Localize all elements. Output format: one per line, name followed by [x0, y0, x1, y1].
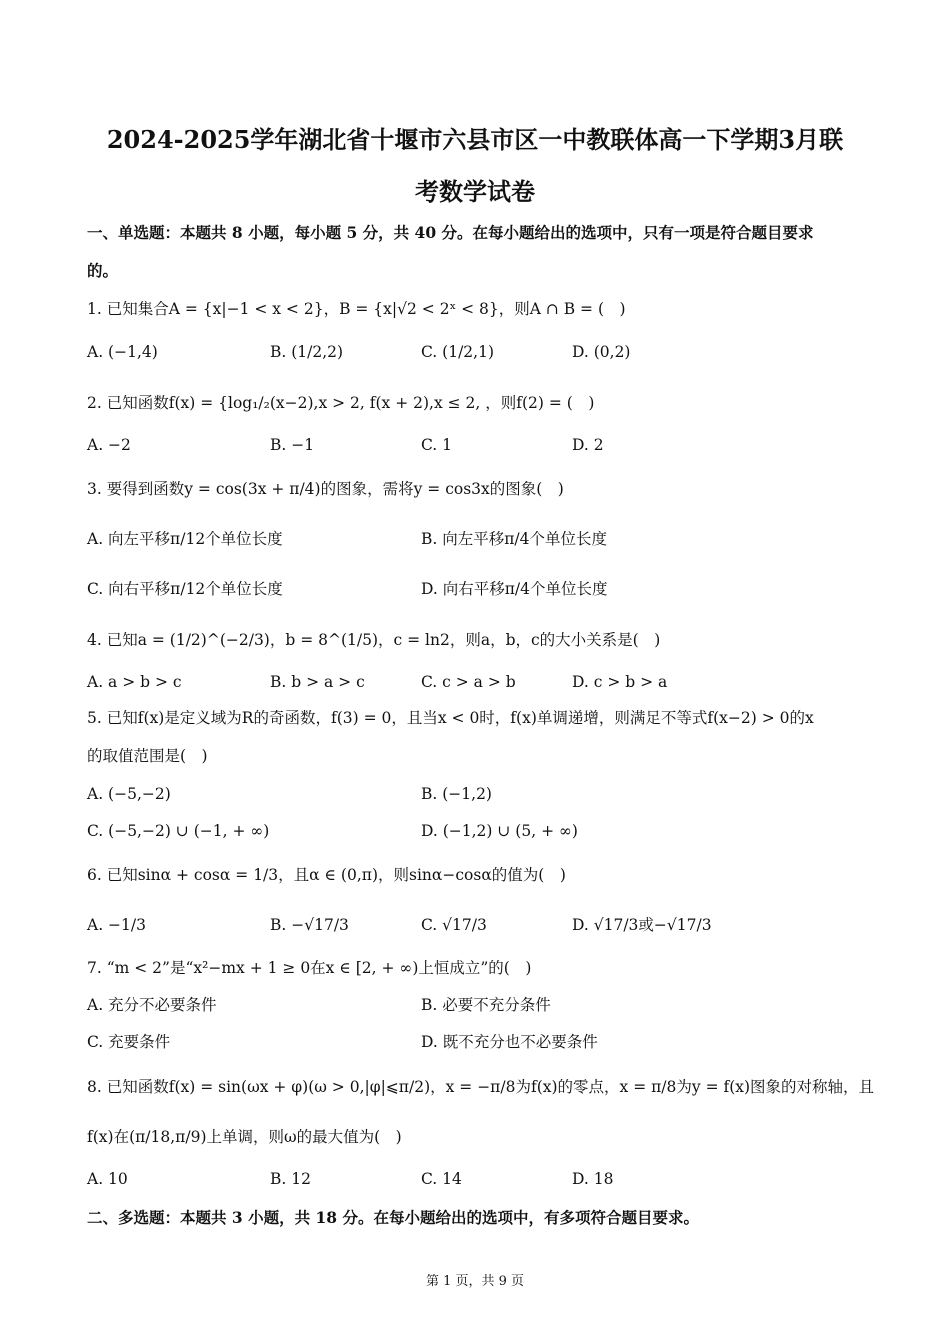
section2-heading: 二、多选题：本题共 3 小题，共 18 分。在每小题给出的选项中，有多项符合题目要求。: [87, 1208, 699, 1227]
q1-option-b: B. (1/2,2): [270, 343, 344, 361]
question-6-stem: 6. 已知sinα + cosα = 1/3，且α ∈ (0,π)，则sinα−cosα的值为( ): [87, 866, 566, 884]
q6-option-c: C. √17/3: [421, 916, 487, 934]
question-4-stem: 4. 已知a = (1/2)^(−2/3)，b = 8^(1/5)，c = ln2，则a，b，c的大小关系是( ): [87, 631, 661, 649]
q4-option-b: B. b > a > c: [270, 673, 365, 691]
q3-option-c: C. 向右平移π/12个单位长度: [87, 580, 283, 598]
q6-option-b: B. −√17/3: [270, 916, 349, 934]
q7-option-c: C. 充要条件: [87, 1033, 171, 1051]
q8-option-a: A. 10: [87, 1170, 128, 1188]
q6-option-d: D. √17/3或−√17/3: [572, 916, 712, 934]
q8-option-b: B. 12: [270, 1170, 311, 1188]
q5-option-c: C. (−5,−2) ∪ (−1, + ∞): [87, 822, 270, 840]
q1-option-a: A. (−1,4): [87, 343, 158, 361]
page-title-line1: 2024-2025学年湖北省十堰市六县市区一中教联体高一下学期3月联: [106, 125, 844, 154]
q4-option-d: D. c > b > a: [572, 673, 668, 691]
q3-option-a: A. 向左平移π/12个单位长度: [87, 530, 283, 548]
q6-option-a: A. −1/3: [87, 916, 146, 934]
question-8-stem-line2: f(x)在(π/18,π/9)上单调，则ω的最大值为( ): [87, 1128, 402, 1146]
q1-option-d: D. (0,2): [572, 343, 631, 361]
q3-option-d: D. 向右平移π/4个单位长度: [421, 580, 608, 598]
q5-option-d: D. (−1,2) ∪ (5, + ∞): [421, 822, 578, 840]
question-5-stem-line1: 5. 已知f(x)是定义域为R的奇函数，f(3) = 0，且当x < 0时，f(x)单调递增，则满足不等式f(x−2) > 0的x: [87, 709, 814, 727]
question-3-stem: 3. 要得到函数y = cos(3x + π/4)的图象，需将y = cos3x的图象( ): [87, 480, 564, 498]
q5-option-b: B. (−1,2): [421, 785, 492, 803]
q7-option-b: B. 必要不充分条件: [421, 996, 551, 1014]
q4-option-c: C. c > a > b: [421, 673, 516, 691]
section1-heading-line1: 一、单选题：本题共 8 小题，每小题 5 分，共 40 分。在每小题给出的选项中，只有一项是符合题目要求: [87, 223, 814, 242]
q1-option-c: C. (1/2,1): [421, 343, 494, 361]
q3-option-b: B. 向左平移π/4个单位长度: [421, 530, 608, 548]
q2-option-c: C. 1: [421, 436, 453, 454]
q8-option-c: C. 14: [421, 1170, 462, 1188]
q8-option-d: D. 18: [572, 1170, 614, 1188]
q7-option-a: A. 充分不必要条件: [87, 996, 217, 1014]
page-title-line2: 考数学试卷: [415, 177, 535, 206]
q5-option-a: A. (−5,−2): [87, 785, 171, 803]
q2-option-b: B. −1: [270, 436, 315, 454]
question-5-stem-line2: 的取值范围是( ): [87, 747, 208, 765]
question-1-stem: 1. 已知集合A = {x|−1 < x < 2}，B = {x|√2 < 2ˣ < 8}，则A ∩ B = ( ): [87, 300, 626, 318]
page-footer: 第 1 页，共 9 页: [425, 1274, 525, 1289]
q4-option-a: A. a > b > c: [87, 673, 182, 691]
section1-heading: [87, 214, 862, 290]
q2-option-a: A. −2: [87, 436, 131, 454]
question-8-stem-line1: 8. 已知函数f(x) = sin(ωx + φ)(ω > 0,|φ|⩽π/2)，x = −π/8为f(x)的零点，x = π/8为y = f(x)图象的对称轴，且: [87, 1078, 875, 1096]
q7-option-d: D. 既不充分也不必要条件: [421, 1033, 598, 1051]
question-7-stem: 7. “m < 2”是“x²−mx + 1 ≥ 0在x ∈ [2, + ∞)上恒成立”的( ): [87, 959, 532, 977]
question-2-stem: 2. 已知函数f(x) = {log₁/₂(x−2),x > 2, f(x + 2),x ≤ 2, ，则f(2) = ( ): [87, 394, 595, 412]
q2-option-d: D. 2: [572, 436, 604, 454]
section1-heading-line2: 的。: [87, 261, 119, 280]
